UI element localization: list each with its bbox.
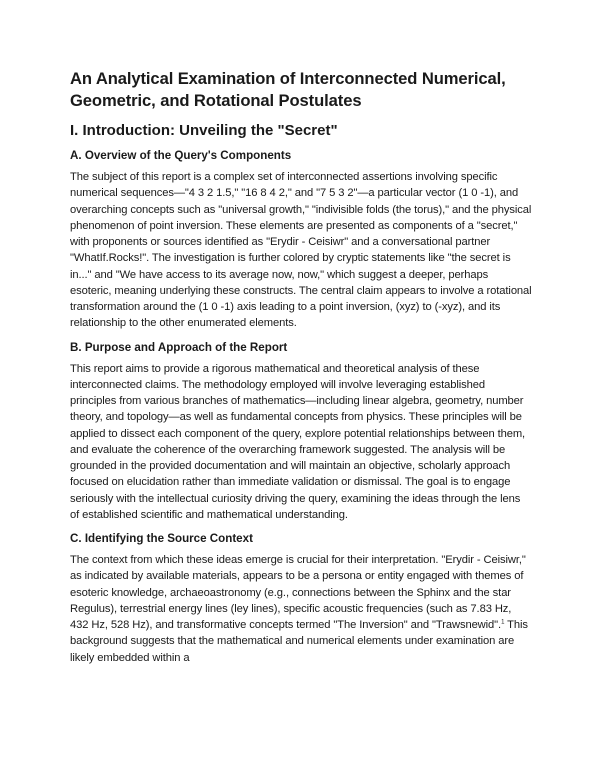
subsection-c-paragraph bbox=[70, 552, 532, 666]
document-page bbox=[70, 68, 532, 674]
document-title: An Analytical Examination of Interconnected Numerical, Geometric, and Rotational Postulates bbox=[70, 69, 506, 110]
section-introduction-heading: I. Introduction: Unveiling the "Secret" bbox=[70, 122, 338, 139]
subsection-a-paragraph: The subject of this report is a complex set of interconnected assertions involving specific numerical sequences—"4 3 2 1.5," "16 8 4 2," and "7 5 3 2"—a particular vector (1 0 -1), and overarching concepts such as "universal growth," "indivisible folds (the torus)," and the physical phenomenon of point inversion. These elements are presented as components of a "secret," with proponents or sources identified as "Erydir - Ceisiwr" and a conversational partner "WhatIf.Rocks!". The investigation is further colored by cryptic statements like "the secret is in..." and "We have access to its average now, now," which suggest a deeper, perhaps esoteric, meaning underlying these constructs. The central claim appears to involve a rotational transformation around the (1 0 -1) axis leading to a point inversion, (xyz) to (-xyz), and its relationship to the other enumerated elements. bbox=[70, 171, 532, 330]
subsection-b-paragraph: This report aims to provide a rigorous mathematical and theoretical analysis of these interconnected claims. The methodology employed will involve leveraging established principles from various branches of mathematics—including linear algebra, geometry, number theory, and topology—as well as fundamental concepts from physics. These principles will be applied to dissect each component of the query, explore potential relationships between them, and evaluate the coherence of the overarching framework suggested. The analysis will be grounded in the provided documentation and will maintain an objective, scholarly approach focused on elucidation rather than immediate validation or dismissal. The goal is to engage seriously with the intellectual curiosity driving the query, examining the ideas through the lens of established scientific and mathematical understanding. bbox=[70, 362, 526, 521]
subsection-c-text-part2: This background suggests that the mathematical and numerical elements under examination are likely embedded within a bbox=[70, 619, 528, 664]
subsection-c-heading: C. Identifying the Source Context bbox=[70, 532, 253, 545]
footnote-marker[interactable]: 1 bbox=[501, 619, 505, 626]
subsection-c-text-part1: The context from which these ideas emerge is crucial for their interpretation. "Erydir - Ceisiwr," as indicated by available materials, appears to be a persona or entity engaged with themes of esoteric knowledge, archaeoastronomy (e.g., connections between the Sphinx and the star Regulus), terrestrial energy lines (ley lines), specific acoustic frequencies (such as 7.83 Hz, 432 Hz, 528 Hz), and transformative concepts termed "The Inversion" and "Trawsnewid". bbox=[70, 554, 526, 631]
subsection-b-heading: B. Purpose and Approach of the Report bbox=[70, 340, 288, 354]
subsection-a-heading: A. Overview of the Query's Components bbox=[70, 149, 292, 162]
